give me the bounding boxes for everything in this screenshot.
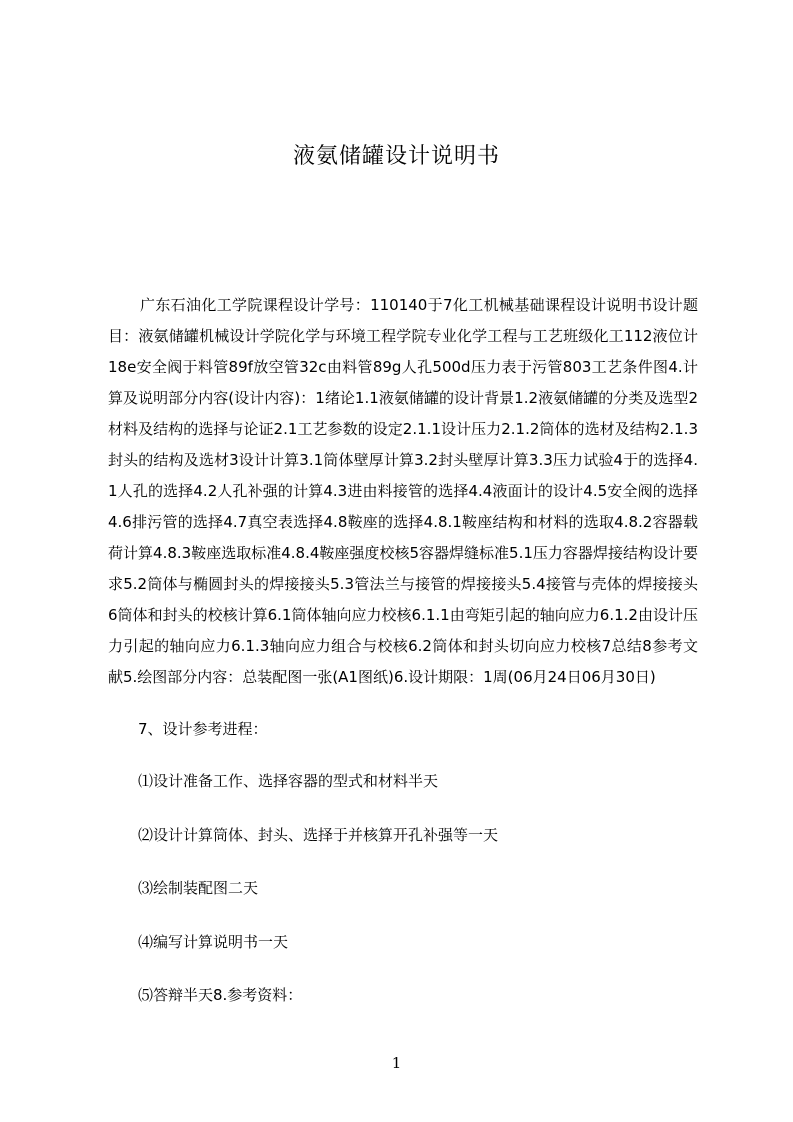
body-paragraph: 广东石油化工学院课程设计学号：110140于7化工机械基础课程设计说明书设计题目：液氨储罐机械设计学院化学与环境工程学院专业化学工程与工艺班级化工112液位计18e安全阀于料管89f放空管32c由料管89g人孔500d压力表于污管803工艺条件图4.计算及说明部分内容(设计内容)：1绪论1.1液氨储罐的设计背景1.2液氨储罐的分类及选型2材料及结构的选择与论证2.1工艺参数的设定2.1.1设计压力2.1.2筒体的选材及结构2.1.3封头的结构及选材3设计计算3.1筒体壁厚计算3.2封头壁厚计算3.3压力试验4于的选择4.1人孔的选择4.2人孔补强的计算4.3进由料接管的选择4.4液面计的设计4.5安全阀的选择4.6排污管的选择4.7真空表选择4.8鞍座的选择4.8.1鞍座结构和材料的选取4.8.2容器载荷计算4.8.3鞍座选取标准4.8.4鞍座强度校核5容器焊缝标准5.1压力容器焊接结构设计要求5.2筒体与椭圆封头的焊接接头5.3管法兰与接管的焊接接头5.4接管与壳体的焊接接头6筒体和封头的校核计算6.1筒体轴向应力校核6.1.1由弯矩引起的轴向应力6.1.2由设计压力引起的轴向应力6.1.3轴向应力组合与校核6.2筒体和封头切向应力校核7总结8参考文献5.绘图部分内容：总装配图一张(A1图纸)6.设计期限：1周(06月24日06月30日): [108, 296, 698, 686]
schedule-heading: 7、设计参考进程：: [138, 720, 268, 738]
schedule-item-4: ⑷编写计算说明书一天: [138, 933, 289, 951]
schedule-item-1: ⑴设计准备工作、选择容器的型式和材料半天: [138, 772, 439, 790]
page-number: 1: [391, 1054, 402, 1072]
schedule-item-5: ⑸答辩半天8.参考资料：: [138, 986, 303, 1004]
schedule-item-3: ⑶绘制装配图二天: [138, 879, 259, 897]
schedule-item-2: ⑵设计计算筒体、封头、选择于并核算开孔补强等一天: [138, 826, 499, 844]
document-title: 液氨储罐设计说明书: [292, 144, 500, 169]
